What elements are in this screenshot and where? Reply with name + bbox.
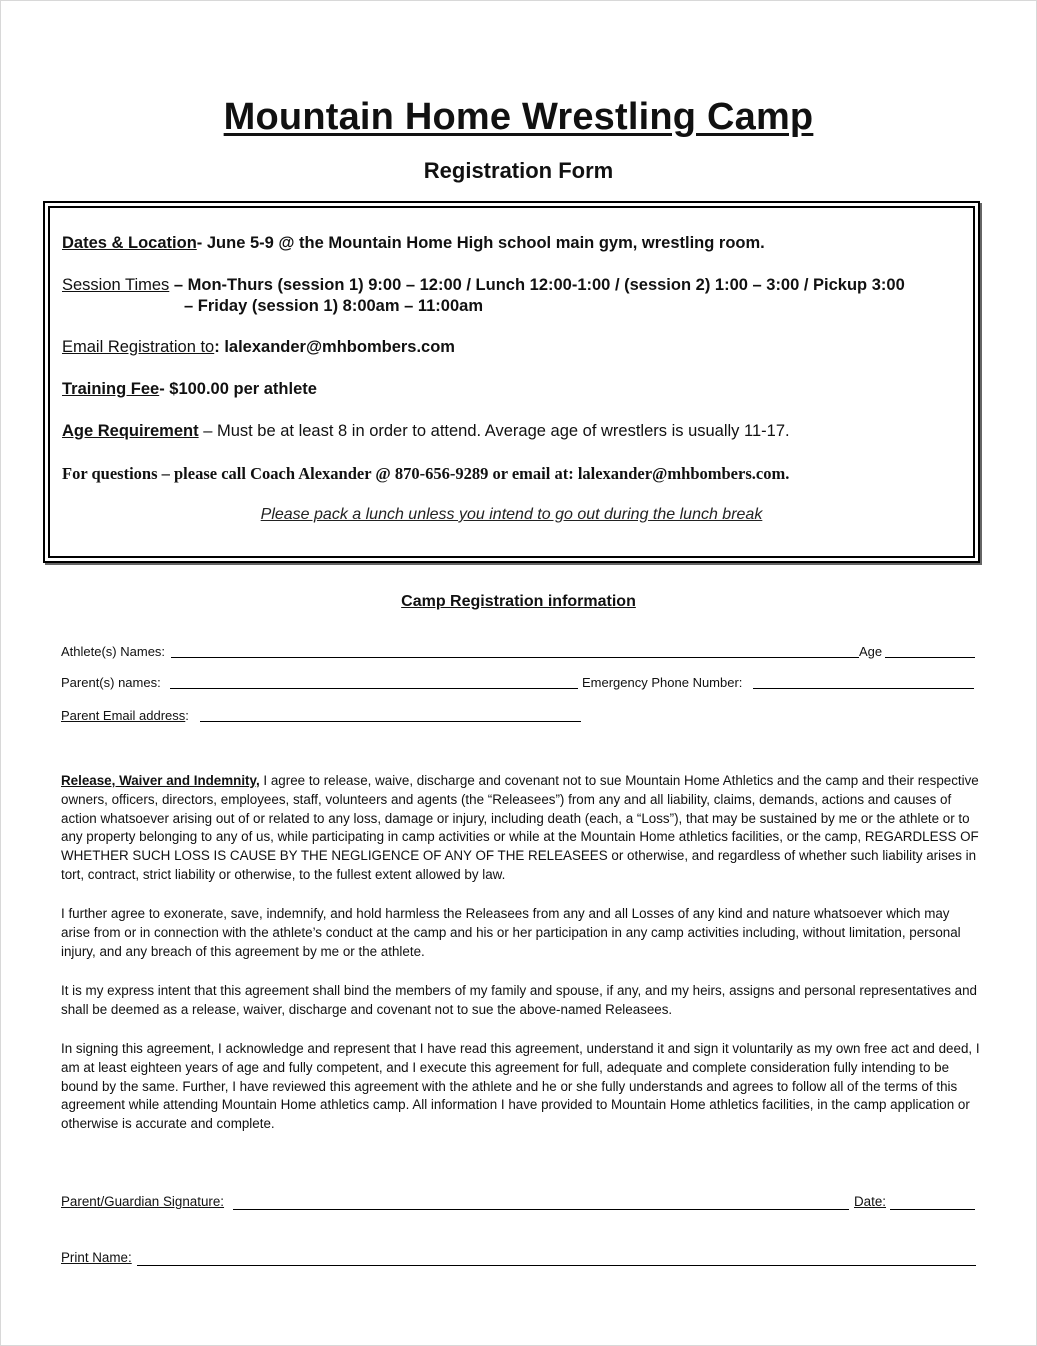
session-times-friday: – Friday (session 1) 8:00am – 11:00am (184, 297, 483, 315)
email-registration-label: Email Registration to (62, 338, 215, 356)
dates-location-line (62, 234, 765, 253)
page-subtitle: Registration Form (423, 158, 614, 183)
age-requirement-line (62, 422, 790, 441)
training-fee-label: Training Fee (62, 380, 160, 398)
email-registration-value: : lalexander@mhbombers.com (214, 338, 455, 356)
signature-field[interactable] (233, 1209, 849, 1210)
athlete-names-label: Athlete(s) Names: (61, 644, 166, 659)
session-times-line (62, 276, 905, 295)
email-registration-line (62, 338, 455, 357)
camp-info-box (43, 201, 980, 563)
date-field[interactable] (890, 1209, 975, 1210)
indemnity-paragraph: I further agree to exonerate, save, indemnify, and hold harmless the Releasees from any and all Losses of any kind and nature whatsoever which may arise from or in connection with the athlete’s conduct at the camp and his or her participation in any camp activities including, without limitation, personal injury, and any breach of this agreement by me or the athlete. (61, 906, 961, 959)
signature-label: Parent/Guardian Signature: (61, 1194, 225, 1209)
lunch-note: Please pack a lunch unless you intend to go out during the lunch break (260, 506, 763, 523)
parent-email-colon: : (185, 708, 189, 723)
acknowledgement-paragraph: In signing this agreement, I acknowledge and represent that I have read this agreement, understand it and sign it voluntarily as my own free act and deed, I am at least eighteen years of age and fully competent, and I execute this agreement for full, adequate and complete consideration fully intending to be bound by the same. Further, I have reviewed this agreement with the athlete and he or she fully understands and agrees to follow all of the terms of this agreement while attending Mountain Home athletics camp. All information I have provided to Mountain Home athletics facilities, in the camp application or otherwise is accurate and complete. (61, 1041, 980, 1132)
dates-location-value: - June 5-9 @ the Mountain Home High school main gym, wrestling room. (196, 234, 765, 252)
session-times-value: – Mon-Thurs (session 1) 9:00 – 12:00 / Lunch 12:00-1:00 / (session 2) 1:00 – 3:00 / Pickup 3:00 (169, 276, 905, 294)
print-name-label: Print Name: (61, 1250, 132, 1265)
parent-email-label-wrap (61, 708, 189, 723)
release-waiver-heading: Release, Waiver and Indemnity, (61, 773, 260, 788)
training-fee-line (62, 380, 317, 399)
release-waiver-text: I agree to release, waive, discharge and covenant not to sue Mountain Home Athletics and the camp and their respective owners, officers, directors, employees, staff, volunteers and agents (the “Releasees”) from any and all liability, claims, demands, actions and causes of action whatsoever arising out of or related to any loss, damage or injury, including death (each, a “Loss”), that may be sustained by me or the athlete or to any property belonging to any of us, while participating in camp activities or while at the Mountain Home athletics facilities, or the camp, REGARDLESS OF WHETHER SUCH LOSS IS CAUSE BY THE NEGLIGENCE OF ANY OF THE RELEASEES or otherwise, and regardless of whether such liability arises in tort, contract, strict liability or otherwise, to the fullest extent allowed by law. (61, 773, 979, 882)
age-label: Age (859, 644, 883, 659)
age-requirement-label: Age Requirement (62, 422, 199, 440)
age-field[interactable] (885, 657, 975, 658)
release-waiver-paragraph (61, 772, 981, 885)
parent-email-field[interactable] (200, 721, 581, 722)
print-name-field[interactable] (137, 1265, 976, 1266)
questions-contact: For questions – please call Coach Alexander @ 870-656-9289 or email at: lalexander@mhbombers.com. (62, 464, 790, 483)
camp-info-inner-frame (48, 206, 975, 558)
page-title: Mountain Home Wrestling Camp (223, 96, 814, 138)
emergency-phone-label: Emergency Phone Number: (582, 675, 743, 690)
parent-names-field[interactable] (170, 688, 578, 689)
registration-heading: Camp Registration information (401, 593, 636, 610)
date-label: Date: (854, 1194, 887, 1209)
session-times-label: Session Times (62, 276, 170, 294)
athlete-names-field[interactable] (171, 657, 859, 658)
binding-intent-paragraph: It is my express intent that this agreement shall bind the members of my family and spouse, if any, and my heirs, assigns and personal representatives and shall be deemed as a release, waiver, discharge and covenant not to sue the above-named Releasees. (61, 983, 977, 1017)
dates-location-label: Dates & Location (62, 234, 197, 252)
emergency-phone-field[interactable] (753, 688, 974, 689)
parent-names-label: Parent(s) names: (61, 675, 161, 690)
parent-email-label: Parent Email address (61, 708, 186, 723)
age-requirement-value: – Must be at least 8 in order to attend. Average age of wrestlers is usually 11-17. (198, 422, 790, 440)
training-fee-value: - $100.00 per athlete (159, 380, 317, 398)
